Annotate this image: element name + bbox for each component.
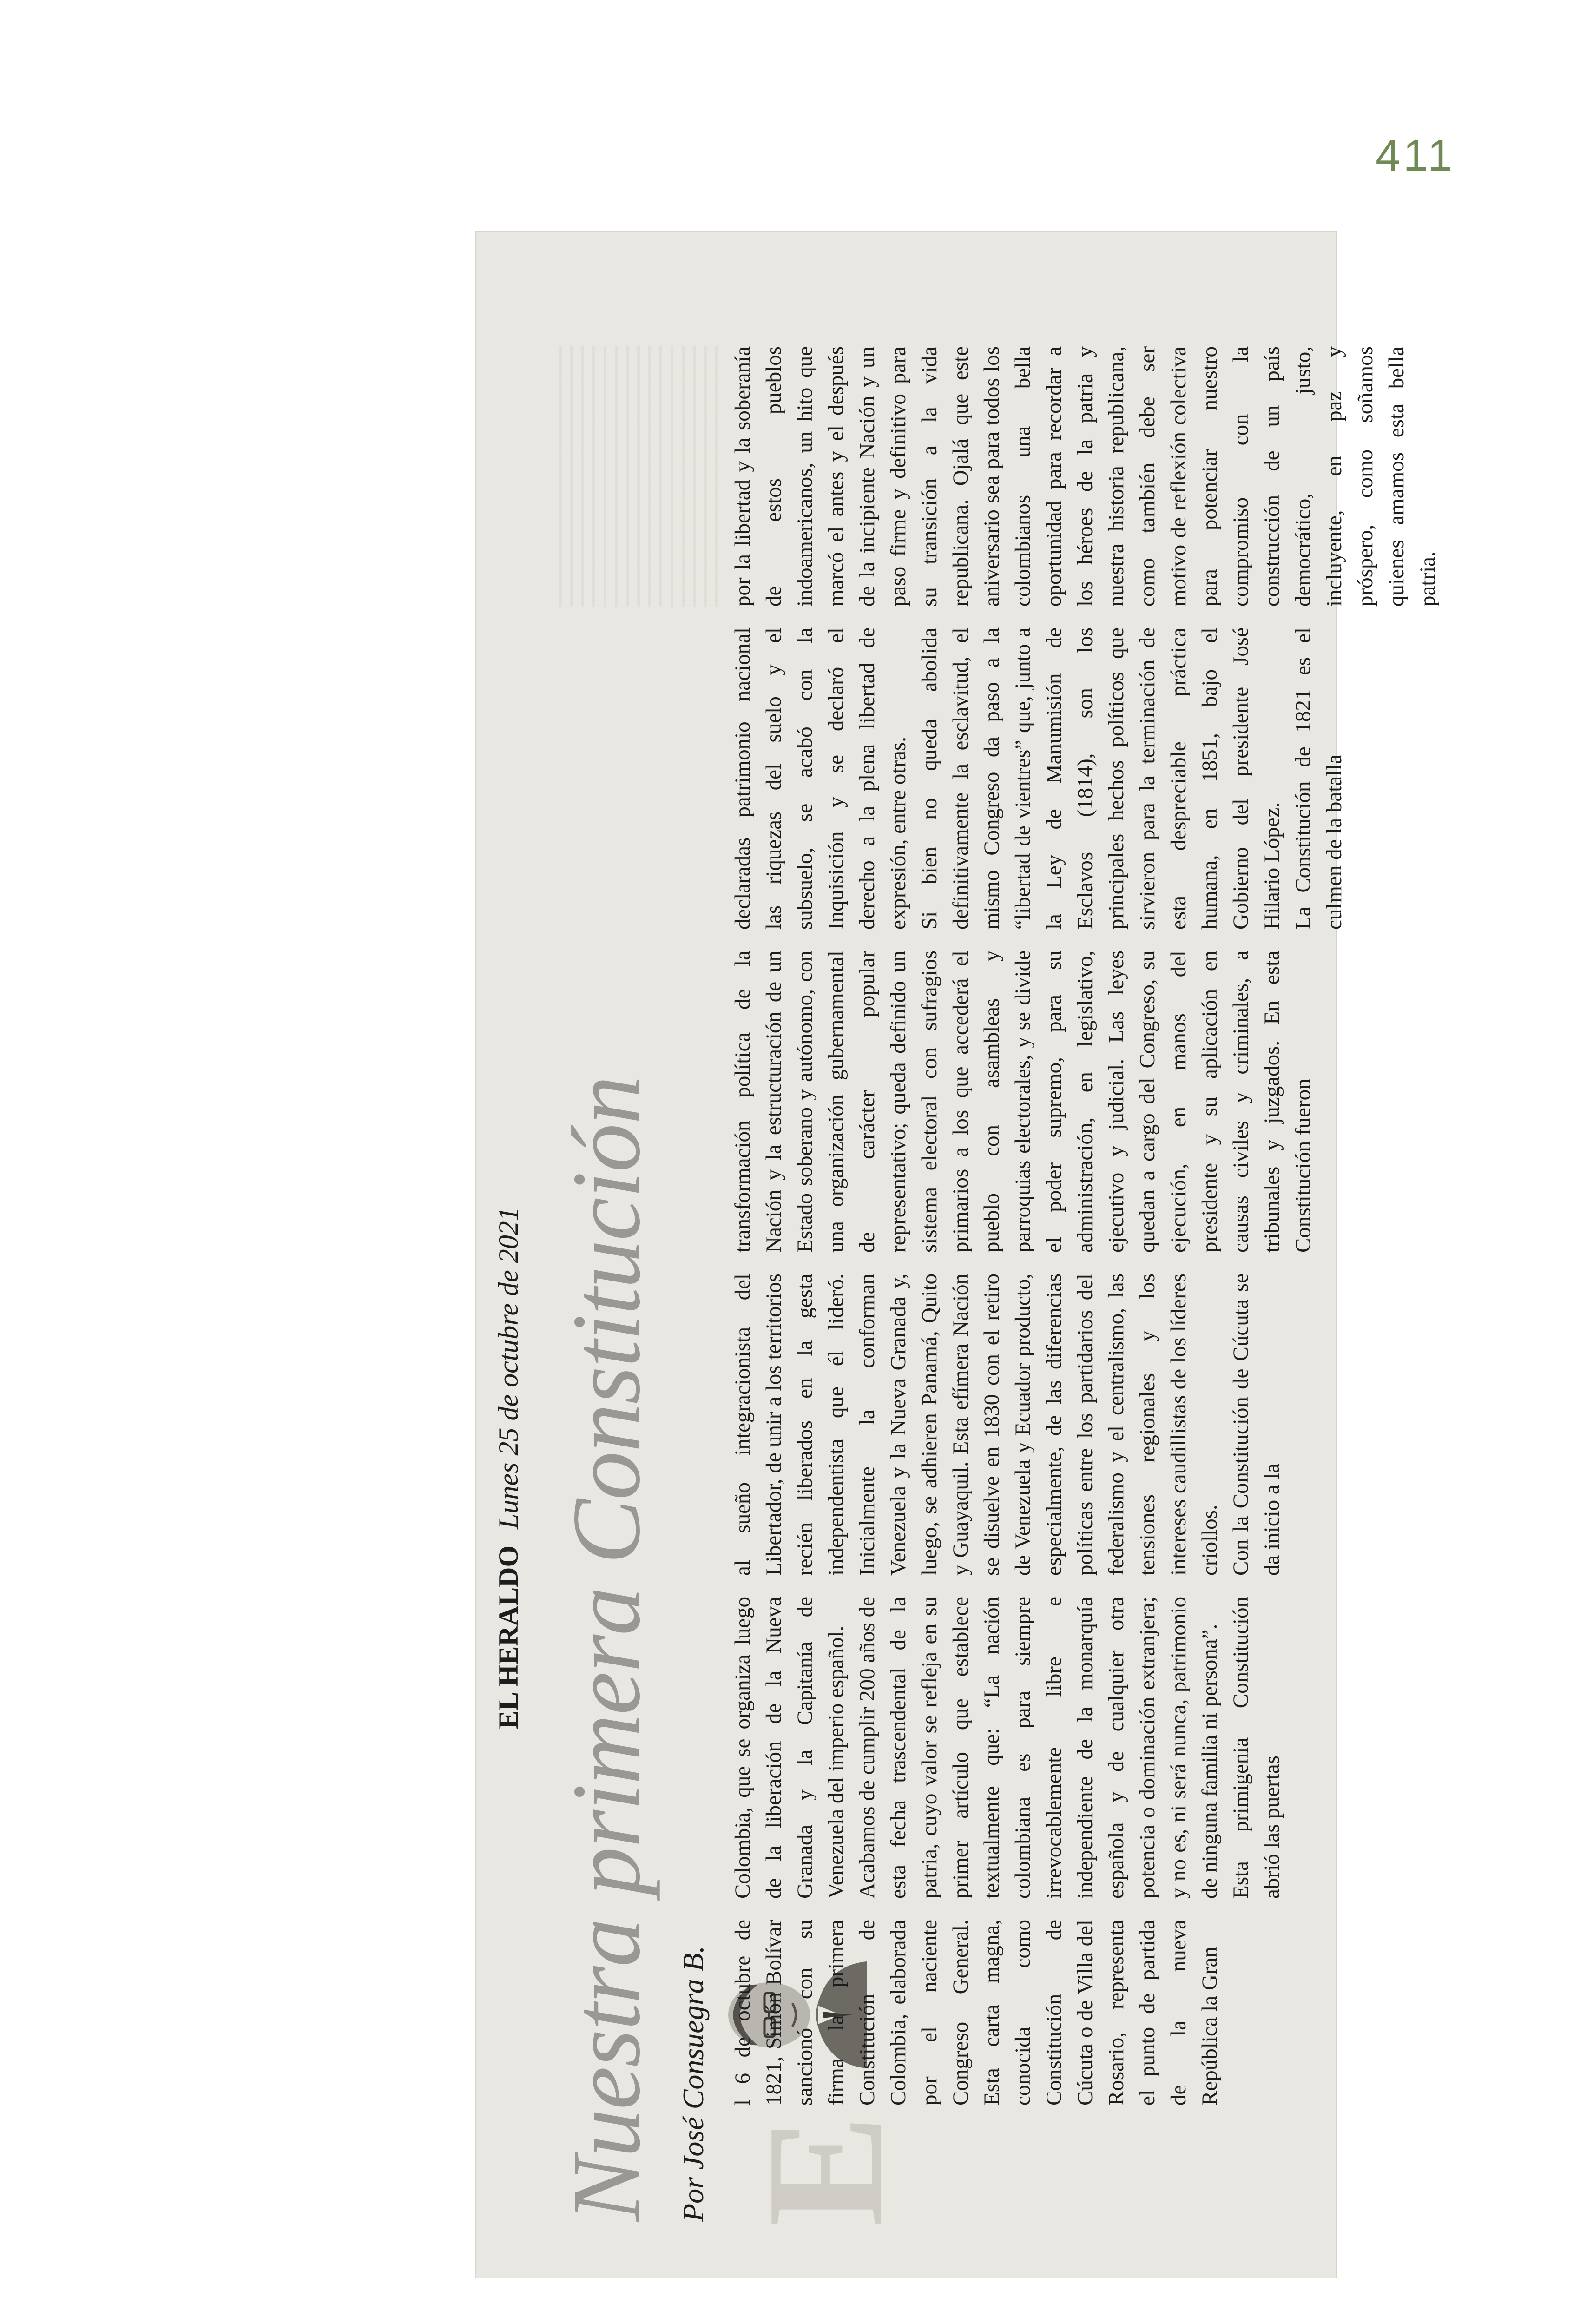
article-column-3: [727, 1274, 1313, 1576]
article-headline: Nuestra primera Constitución: [553, 1076, 660, 2222]
newspaper-name: EL HERALDO: [493, 1545, 524, 1729]
bleed-through-text: [551, 346, 718, 607]
article-column-6: [727, 346, 1440, 607]
article-byline: Por José Consuegra B.: [677, 1946, 710, 2222]
article-column-2: [727, 1597, 1313, 1899]
article-column-1: [727, 1920, 1313, 2222]
column-text: Colombia, que se organiza luego de la liberación de la Nueva Granada y la Capitanía de Venezuela del imperio español. Acabamos de cumplir 200 años de esta fecha trascendental de la patria, cuyo valor se refleja en su primer artículo que establece textualmente que: “La nación colombiana es para siempre irrevocablemente libre e independiente de la monarquía española y de cualquier otra potencia o dominación extranjera; y no es, ni será nunca, patrimonio de ninguna familia ni persona”. Esta primigenia Constitución abrió las puertas: [731, 1597, 1284, 1899]
column-text: al sueño integracionista del Libertador, de unir a los territorios recién liberados en la gesta independentista que él lideró. Inicialmente la conforman Venezuela y la Nueva Granada y, luego, se adhieren Panamá, Quito y Guayaquil. Esta efímera Nación se disuelve en 1830 con el retiro de Venezuela y Ecuador producto, especialmente, de las diferencias políticas entre los partidarios del federalismo y el centralismo, las tensiones regionales y los intereses caudillistas de los líderes criollos. Con la Constitución de Cúcuta se da inicio a la: [731, 1274, 1284, 1576]
drop-cap: E: [732, 2114, 917, 2226]
newspaper-clipping: [476, 232, 1440, 2278]
column-text: por la libertad y la soberanía de estos pueblos indoamericanos, un hito que marcó el antes y el después de la incipiente Nación y un paso firme y definitivo para su transición a la vida republicana. Ojalá que este aniversario sea para todos los colombianos una bella oportunidad para recordar a los héroes de la patria y nuestra historia republicana, como también debe ser motivo de reflexión colectiva para potenciar nuestro compromiso con la construcción de un país democrático, justo, incluyente, en paz y próspero, como soñamos quienes amamos esta bella patria.: [731, 346, 1440, 607]
column-text: transformación política de la Nación y la estructuración de un Estado soberano y autónomo, con una organización gubernamental de carácter popular representativo; queda definido un sistema electoral con sufragios primarios a los que accederá el pueblo con asambleas y parroquias electorales, y se divide el poder supremo, para su administración, en legislativo, ejecutivo y judicial. Las leyes quedan a cargo del Congreso, su ejecución, en manos del presidente y su aplicación en causas civiles y criminales, a tribunales y juzgados. En esta Constitución fueron: [731, 951, 1315, 1253]
publication-date: Lunes 25 de octubre de 2021: [493, 1207, 524, 1529]
page-number: 411: [1376, 131, 1455, 180]
article-column-4: [727, 951, 1313, 1253]
masthead: [493, 1207, 525, 1729]
article-column-5: [727, 627, 1346, 930]
column-text: l 6 de octubre de 1821, Simón Bolívar sancionó con su firma la primera Constitución de Colombia, elaborada por el naciente Congreso General. Esta carta magna, conocida como Constitución de Cúcuta o de Villa del Rosario, representa el punto de partida de la nueva República la Gran: [731, 1920, 1222, 2106]
column-text: declaradas patrimonio nacional las riquezas del suelo y el subsuelo, se acabó con la Inquisición y se declaró el derecho a la plena libertad de expresión, entre otras. Si bien no queda abolida definitivamente la esclavitud, el mismo Congreso da paso a la “libertad de vientres” que, junto a la Ley de Manumisión de Esclavos (1814), son los principales hechos políticos que sirvieron para la terminación de esta despreciable práctica humana, en 1851, bajo el Gobierno del presidente José Hilario López. La Constitución de 1821 es el culmen de la batalla: [731, 627, 1346, 930]
